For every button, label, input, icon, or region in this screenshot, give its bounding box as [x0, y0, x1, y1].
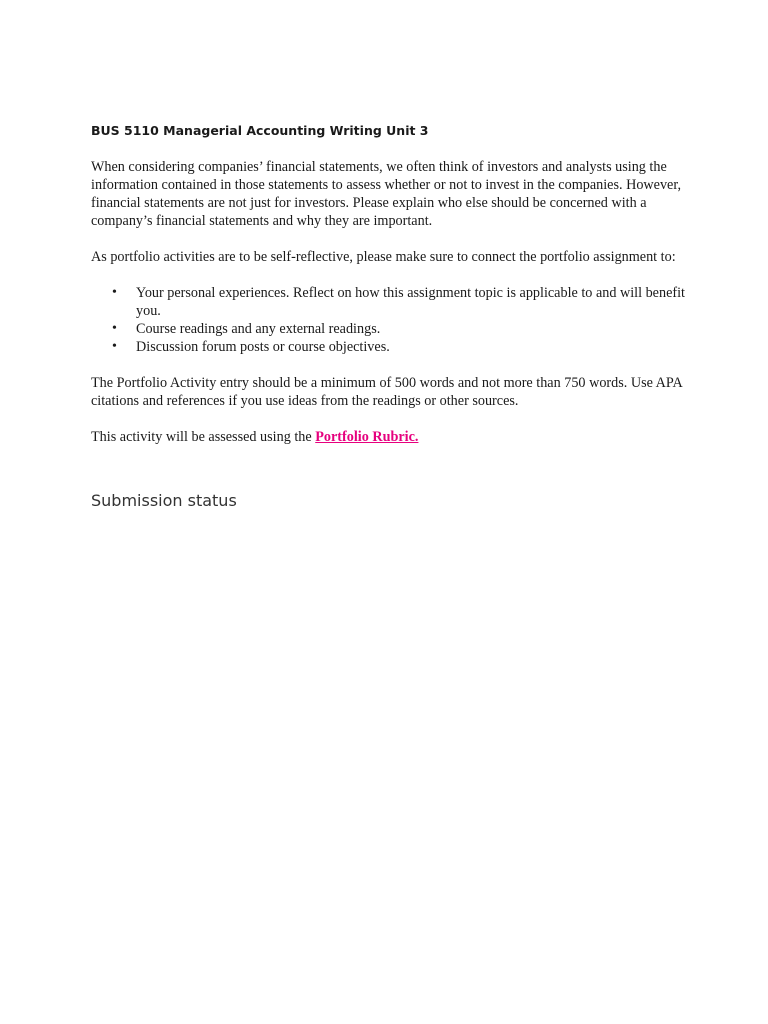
list-item-text: Course readings and any external readings. [136, 321, 381, 337]
list-item [91, 320, 691, 338]
document-content [91, 122, 691, 512]
portfolio-rubric-link[interactable]: Portfolio Rubric. [315, 429, 419, 445]
word-count-paragraph: The Portfolio Activity entry should be a minimum of 500 words and not more than 750 words. Use APA citations and references if you use ideas from the readings or other sources. [91, 375, 682, 409]
list-item-text: Your personal experiences. Reflect on how this assignment topic is applicable to and will benefit you. [136, 285, 685, 319]
document-title: BUS 5110 Managerial Accounting Writing Unit 3 [91, 123, 429, 138]
list-item-text: Discussion forum posts or course objectives. [136, 339, 390, 355]
submission-status-heading: Submission status [91, 491, 237, 510]
list-item [91, 338, 691, 356]
portfolio-instructions-paragraph: As portfolio activities are to be self-reflective, please make sure to connect the portfolio assignment to: [91, 249, 676, 265]
bullet-icon: • [112, 339, 117, 354]
bullet-icon: • [112, 321, 117, 336]
connection-list [91, 284, 691, 356]
assessment-paragraph [91, 428, 691, 446]
bullet-icon: • [112, 285, 117, 300]
list-item [91, 284, 691, 320]
assessment-prefix: This activity will be assessed using the [91, 429, 316, 445]
intro-paragraph: When considering companies’ financial statements, we often think of investors and analysts using the information contained in those statements to assess whether or not to invest in the companies. However, financial statements are not just for investors. Please explain who else should be concerned with a company’s financial statements and why they are important. [91, 159, 682, 229]
